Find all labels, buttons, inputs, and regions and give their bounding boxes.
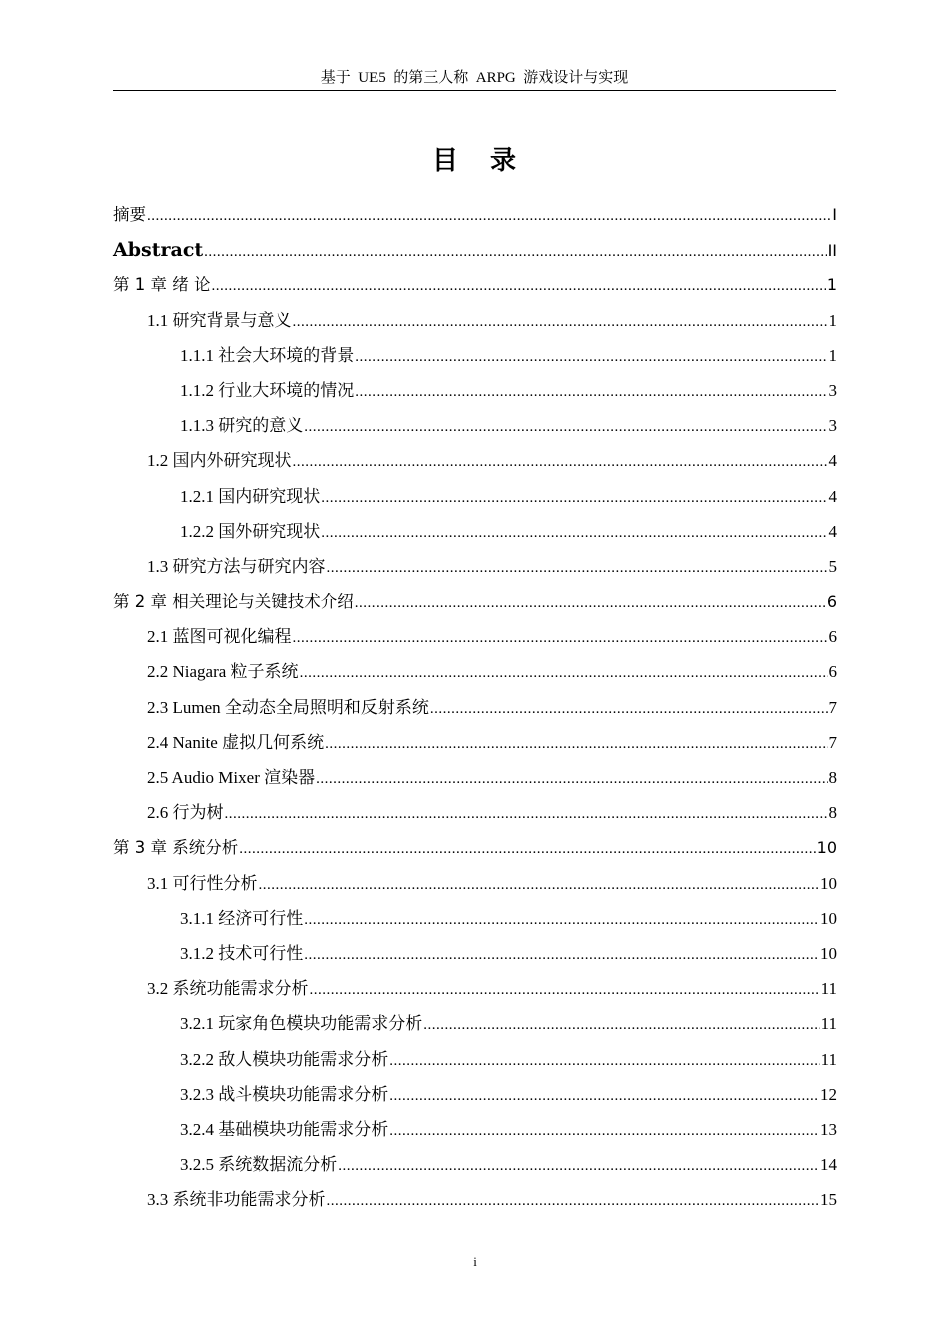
toc-entry[interactable] <box>113 413 837 448</box>
toc-entry-title: 3.2.1 玩家角色模块功能需求分析 <box>180 1014 423 1034</box>
toc-entry-page: 12 <box>820 1084 837 1104</box>
dot-leader <box>204 239 826 265</box>
toc-entry-page: 11 <box>820 979 837 999</box>
toc-entry-page: 6 <box>826 592 837 612</box>
toc-entry-page: 14 <box>820 1155 837 1175</box>
toc-entry-title: 1.2.1 国内研究现状 <box>180 486 321 506</box>
toc-entry-title: Abstract <box>113 239 204 262</box>
toc-entry-page: 1 <box>828 345 837 365</box>
page-title-right: 录 <box>490 146 519 176</box>
toc-entry[interactable] <box>113 237 837 272</box>
toc-entry-title: 3.1 可行性分析 <box>147 873 258 893</box>
toc-entry-title: 2.4 Nanite 虚拟几何系统 <box>147 732 325 752</box>
toc-entry-title: 3.2.5 系统数据流分析 <box>180 1155 338 1175</box>
dot-leader <box>355 590 826 616</box>
toc-entry[interactable] <box>113 659 837 694</box>
dot-leader <box>355 379 827 405</box>
toc-entry[interactable] <box>113 765 837 800</box>
dot-leader <box>430 696 828 722</box>
running-header: 基于 UE5 的第三人称 ARPG 游戏设计与实现 <box>113 68 836 91</box>
dot-leader <box>304 907 819 933</box>
toc-entry-page: 10 <box>820 873 837 893</box>
toc-entry-page: 10 <box>820 943 837 963</box>
toc-entry-page: 6 <box>828 627 837 647</box>
toc-entry[interactable] <box>113 1152 837 1187</box>
dot-leader <box>423 1012 819 1038</box>
toc-entry[interactable] <box>113 1047 837 1082</box>
table-of-contents <box>113 202 837 1222</box>
toc-entry-title: 3.2.2 敌人模块功能需求分析 <box>180 1049 389 1069</box>
toc-entry-title: 3.2 系统功能需求分析 <box>147 979 309 999</box>
toc-entry[interactable] <box>113 1011 837 1046</box>
toc-entry-title: 3.1.2 技术可行性 <box>180 943 304 963</box>
toc-entry-title: 2.3 Lumen 全动态全局照明和反射系统 <box>147 697 429 717</box>
dot-leader <box>389 1048 819 1074</box>
dot-leader <box>225 801 828 827</box>
toc-entry-page: 4 <box>828 521 837 541</box>
toc-entry-title: 1.1 研究背景与意义 <box>147 310 292 330</box>
toc-entry[interactable] <box>113 272 837 307</box>
dot-leader <box>389 1083 819 1109</box>
toc-entry[interactable] <box>113 871 837 906</box>
toc-entry-page: 3 <box>828 416 837 436</box>
toc-entry-title: 摘要 <box>113 205 146 224</box>
toc-entry[interactable] <box>113 835 837 870</box>
toc-entry-title: 3.2.3 战斗模块功能需求分析 <box>180 1084 389 1104</box>
toc-entry[interactable] <box>113 343 837 378</box>
toc-entry[interactable] <box>113 589 837 624</box>
toc-entry-page: 4 <box>828 451 837 471</box>
toc-entry-title: 3.1.1 经济可行性 <box>180 908 304 928</box>
toc-entry-page: 8 <box>828 768 837 787</box>
dot-leader <box>355 344 827 370</box>
dot-leader <box>327 555 828 581</box>
toc-entry-title: 1.3 研究方法与研究内容 <box>147 556 326 576</box>
toc-entry-page: 6 <box>828 662 837 682</box>
toc-entry-page: 15 <box>820 1190 837 1210</box>
toc-entry-page: 5 <box>828 556 837 576</box>
dot-leader <box>304 942 819 968</box>
toc-entry[interactable] <box>113 554 837 589</box>
toc-entry-page: 8 <box>828 803 837 823</box>
dot-leader <box>316 766 827 792</box>
toc-entry[interactable] <box>113 695 837 730</box>
page-title <box>0 140 950 177</box>
dot-leader <box>293 625 828 651</box>
dot-leader <box>325 731 827 757</box>
dot-leader <box>310 977 820 1003</box>
dot-leader <box>239 836 815 862</box>
toc-entry-page: 13 <box>820 1119 837 1139</box>
toc-entry-title: 第 3 章 系统分析 <box>113 838 239 858</box>
toc-entry[interactable] <box>113 730 837 765</box>
toc-entry[interactable] <box>113 308 837 343</box>
toc-entry-page: 7 <box>828 697 837 717</box>
dot-leader <box>147 203 831 229</box>
toc-entry-page: 10 <box>820 908 837 928</box>
toc-entry[interactable] <box>113 941 837 976</box>
toc-entry-title: 第 1 章 绪 论 <box>113 275 211 295</box>
toc-entry-title: 1.1.2 行业大环境的情况 <box>180 380 355 400</box>
toc-entry-title: 2.6 行为树 <box>147 803 224 823</box>
toc-entry-title: 1.1.3 研究的意义 <box>180 416 304 436</box>
toc-entry[interactable] <box>113 906 837 941</box>
toc-entry[interactable] <box>113 800 837 835</box>
page-title-left: 目 <box>431 146 460 176</box>
toc-entry-page: II <box>827 241 837 261</box>
toc-entry-page: 1 <box>828 310 837 330</box>
toc-entry-page: 4 <box>828 486 837 506</box>
toc-entry-title: 3.2.4 基础模块功能需求分析 <box>180 1119 389 1139</box>
dot-leader <box>300 660 828 686</box>
toc-entry-page: 11 <box>820 1049 837 1069</box>
toc-entry-title: 1.2 国内外研究现状 <box>147 451 292 471</box>
toc-entry-page: 1 <box>826 275 837 295</box>
toc-entry[interactable] <box>113 448 837 483</box>
toc-entry[interactable] <box>113 484 837 519</box>
dot-leader <box>389 1118 819 1144</box>
toc-entry[interactable] <box>113 1082 837 1117</box>
toc-entry-page: 10 <box>816 838 837 858</box>
dot-leader <box>338 1153 819 1179</box>
toc-entry-title: 1.1.1 社会大环境的背景 <box>180 345 355 365</box>
toc-entry[interactable] <box>113 378 837 413</box>
toc-entry[interactable] <box>113 519 837 554</box>
toc-entry-page: 11 <box>820 1014 837 1034</box>
toc-entry[interactable] <box>113 1117 837 1152</box>
dot-leader <box>321 520 827 546</box>
toc-entry-title: 2.2 Niagara 粒子系统 <box>147 662 299 682</box>
dot-leader <box>293 309 828 335</box>
toc-entry[interactable] <box>113 1187 837 1222</box>
dot-leader <box>327 1188 820 1214</box>
toc-entry-title: 3.3 系统非功能需求分析 <box>147 1190 326 1210</box>
dot-leader <box>293 449 828 475</box>
toc-entry-title: 2.1 蓝图可视化编程 <box>147 627 292 647</box>
toc-entry-page: 3 <box>828 380 837 400</box>
toc-entry-page: I <box>832 205 837 224</box>
toc-entry[interactable] <box>113 202 837 237</box>
dot-leader <box>211 273 825 299</box>
toc-entry-page: 7 <box>828 732 837 752</box>
dot-leader <box>259 872 820 898</box>
toc-entry-title: 1.2.2 国外研究现状 <box>180 521 321 541</box>
dot-leader <box>304 414 827 440</box>
page-number: i <box>473 1254 477 1269</box>
toc-entry-title: 2.5 Audio Mixer 渲染器 <box>147 768 316 787</box>
dot-leader <box>321 485 827 511</box>
toc-entry[interactable] <box>113 624 837 659</box>
toc-entry-title: 第 2 章 相关理论与关键技术介绍 <box>113 592 354 612</box>
toc-entry[interactable] <box>113 976 837 1011</box>
